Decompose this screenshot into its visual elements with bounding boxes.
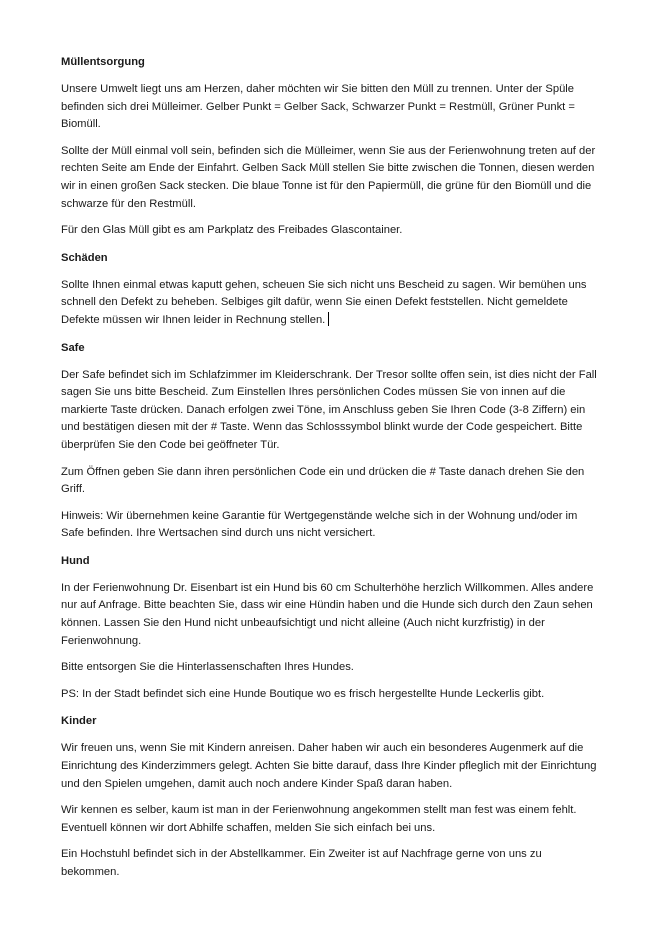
section-heading: Safe <box>61 341 85 354</box>
paragraph: Für den Glas Müll gibt es am Parkplatz des Freibades Glascontainer. <box>61 224 403 237</box>
paragraph: Hinweis: Wir übernehmen keine Garantie für Wertgegenstände welche sich in der Wohnung und/oder im Safe befinden. Ihre Wertsachen sind durch uns nicht versichert. <box>61 509 578 540</box>
paragraph: Wir kennen es selber, kaum ist man in der Ferienwohnung angekommen stellt man fest was einem fehlt. Eventuell können wir dort Abhilfe schaffen, melden Sie sich einfach bei uns. <box>61 804 577 834</box>
section-kinder <box>61 712 603 881</box>
section-hund <box>61 552 603 704</box>
text-cursor <box>328 312 329 326</box>
paragraph-text: Sollte Ihnen einmal etwas kaputt gehen, scheuen Sie sich nicht uns Bescheid zu sagen. Wir bemühen uns schnell den Defekt zu beheben. Selbiges gilt dafür, wenn Sie einen Defekt feststellen. Nicht gemeldete Defekte müssen wir Ihnen leider in Rechnung stellen. <box>61 278 587 326</box>
paragraph: Der Safe befindet sich im Schlafzimmer im Kleiderschrank. Der Tresor sollte offen sein, ist dies nicht der Fall sagen Sie uns bitte Bescheid. Zum Einstellen Ihres persönlichen Codes müssen Sie von innen auf die markierte Taste drücken. Danach erfolgen zwei Töne, im Anschluss geben Sie Ihren Code (3-8 Ziffern) ein und bestätigen diesen mit der # Taste. Wenn das Schlosssymbol blinkt wurde der Code gespeichert. Bitte überprüfen Sie den Code bei geöffneter Tür. <box>61 368 597 451</box>
section-schaeden <box>61 249 603 330</box>
paragraph: Wir freuen uns, wenn Sie mit Kindern anreisen. Daher haben wir auch ein besonderes Augenmerk auf die Einrichtung des Kinderzimmers gelegt. Achten Sie bitte darauf, dass Ihre Kinder pfleglich mit der Einrichtung und den Spielen umgehen, damit auch noch andere Kinder Spaß daran haben. <box>61 742 597 790</box>
paragraph: Zum Öffnen geben Sie dann ihren persönlichen Code ein und drücken die # Taste danach drehen Sie den Griff. <box>61 465 585 496</box>
section-heading: Hund <box>61 554 90 567</box>
paragraph: Bitte entsorgen Sie die Hinterlassenschaften Ihres Hundes. <box>61 661 354 674</box>
paragraph: Unsere Umwelt liegt uns am Herzen, daher möchten wir Sie bitten den Müll zu trennen. Unter der Spüle befinden sich drei Mülleimer. Gelber Punkt = Gelber Sack, Schwarzer Punkt = Restmüll, Grüner Punkt = Biomüll. <box>61 83 575 131</box>
section-safe <box>61 339 603 543</box>
section-heading: Schäden <box>61 251 108 264</box>
paragraph-with-cursor[interactable] <box>61 277 603 330</box>
section-heading: Müllentsorgung <box>61 56 145 68</box>
paragraph: In der Ferienwohnung Dr. Eisenbart ist ein Hund bis 60 cm Schulterhöhe herzlich Willkommen. Alles andere nur auf Anfrage. Bitte beachten Sie, dass wir eine Hündin haben und die Hunde sich durch den Zaun sehen können. Lassen Sie den Hund nicht unbeaufsichtigt und nicht alleine (Auch nicht kurzfristig) in der Ferienwohnung. <box>61 581 594 647</box>
section-muellentsorgung <box>61 53 603 240</box>
paragraph: Ein Hochstuhl befindet sich in der Abstellkammer. Ein Zweiter ist auf Nachfrage gerne von uns zu bekommen. <box>61 848 542 878</box>
paragraph: Sollte der Müll einmal voll sein, befinden sich die Mülleimer, wenn Sie aus der Ferienwohnung treten auf der rechten Seite am Ende der Einfahrt. Gelben Sack Müll stellen Sie bitte zwischen die Tonnen, diesen werden wir in einen großen Sack stecken. Die blaue Tonne ist für den Papiermüll, die grüne für den Biomüll und die schwarze für den Restmüll. <box>61 144 596 210</box>
paragraph: PS: In der Stadt befindet sich eine Hunde Boutique wo es frisch hergestellte Hunde Leckerlis gibt. <box>61 687 545 700</box>
section-heading: Kinder <box>61 715 97 728</box>
